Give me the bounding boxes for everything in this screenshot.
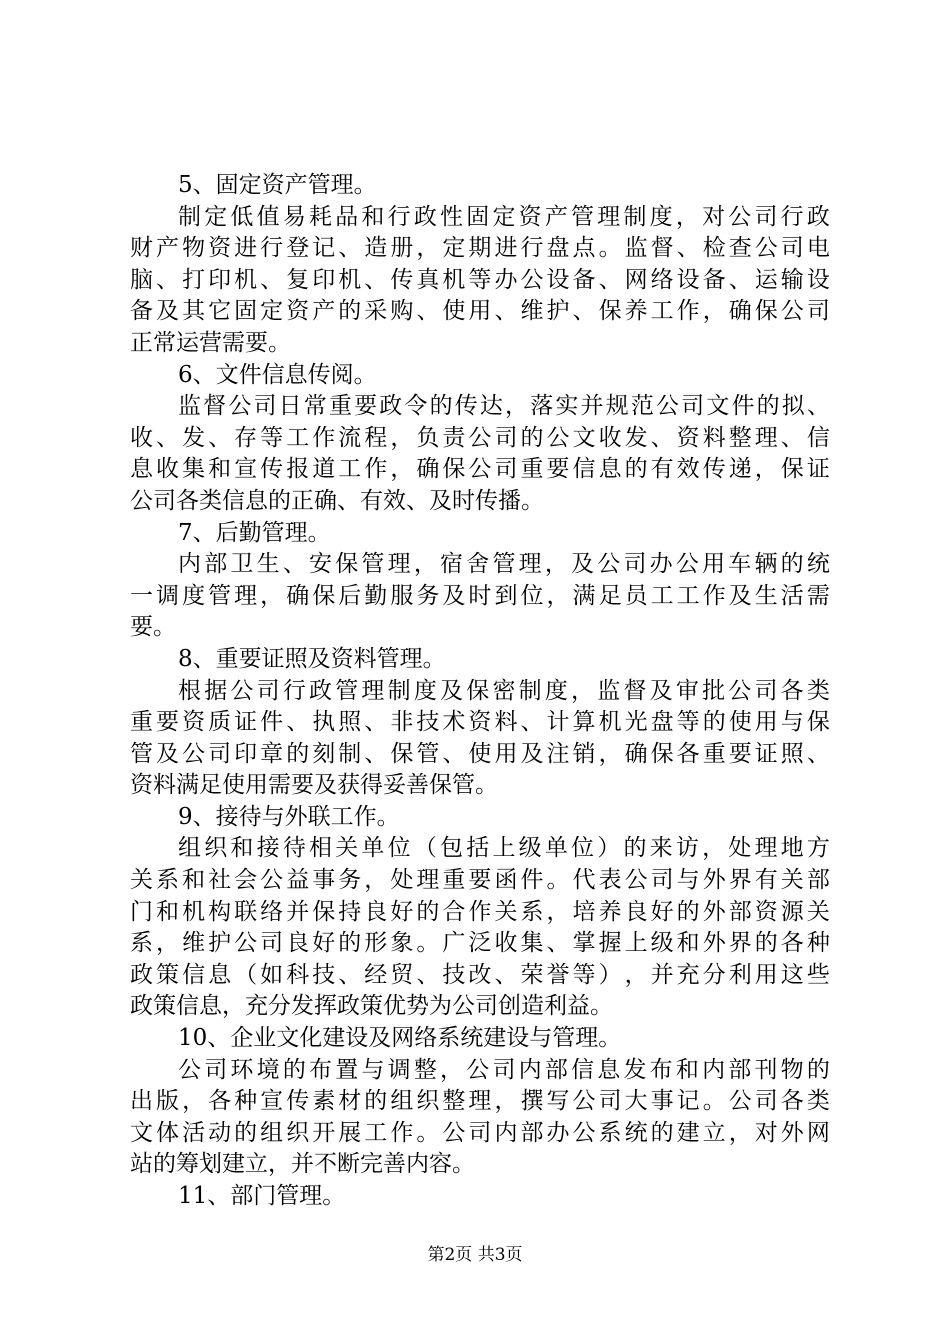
text-line: 7、后勤管理。 — [178, 519, 331, 546]
text-line: 要。 — [130, 614, 176, 641]
text-line: 息 收 集 和 宣 传 报 道 工 作 ， 确 保 公 司 重 要 信 息 的 有 效 传 递 ， 保 证 — [130, 456, 830, 483]
page-footer: 第2页 共3页 — [427, 1245, 523, 1265]
text-line: 10、企业文化建设及网络系统建设与管理。 — [178, 1025, 622, 1052]
text-line: 监 督 公 司 日 常 重 要 政 令 的 传 达 ， 落 实 并 规 范 公 司 文 件 的 拟 、 — [178, 393, 830, 420]
text-line: 制 定 低 值 易 耗 品 和 行 政 性 固 定 资 产 管 理 制 度 ， 对 公 司 行 政 — [178, 203, 830, 230]
text-line: 政 策 信 息 （ 如 科 技 、 经 贸 、 技 改 、 荣 誉 等 ） ， 并 充 分 利 用 这 些 — [130, 961, 830, 988]
text-line: 内 部 卫 生 、 安 保 管 理 ， 宿 舍 管 理 ， 及 公 司 办 公 用 车 辆 的 统 — [178, 551, 830, 578]
text-line: 备 及 其 它 固 定 资 产 的 采 购 、 使 用 、 维 护 、 保 养 工 作 ， 确 保 公 司 — [130, 298, 830, 325]
text-line: 11、部门管理。 — [178, 1183, 346, 1209]
text-line: 根 据 公 司 行 政 管 理 制 度 及 保 密 制 度 ， 监 督 及 审 批 公 司 各 类 — [178, 677, 830, 704]
text-line: 组 织 和 接 待 相 关 单 位 （ 包 括 上 级 单 位 ） 的 来 访 ， 处 理 地 方 — [178, 835, 830, 862]
text-line: 系 ， 维 护 公 司 良 好 的 形 象 。 广 泛 收 集 、 掌 握 上 级 和 外 界 的 各 种 — [130, 930, 830, 957]
text-line: 一 调 度 管 理 ， 确 保 后 勤 服 务 及 时 到 位 ， 满 足 员 工 工 作 及 生 活 需 — [130, 582, 830, 609]
text-line: 公 司 环 境 的 布 置 与 调 整 ， 公 司 内 部 信 息 发 布 和 内 部 刊 物 的 — [178, 1056, 830, 1083]
text-line: 政策信息，充分发挥政策优势为公司创造利益。 — [130, 993, 613, 1020]
text-line: 9、接待与外联工作。 — [178, 803, 400, 830]
text-line: 文 体 活 动 的 组 织 开 展 工 作 。 公 司 内 部 办 公 系 统 的 建 立 ， 对 外 网 — [130, 1119, 830, 1146]
text-line: 5、固定资产管理。 — [178, 172, 377, 198]
text-line: 管 及 公 司 印 章 的 刻 制 、 保 管 、 使 用 及 注 销 ， 确 保 各 重 要 证 照 、 — [130, 740, 830, 767]
text-line: 8、重要证照及资料管理。 — [178, 645, 446, 672]
text-line: 重 要 资 质 证 件 、 执 照 、 非 技 术 资 料 、 计 算 机 光 盘 等 的 使 用 与 保 — [130, 709, 830, 736]
text-line: 脑 、 打 印 机 、 复 印 机 、 传 真 机 等 办 公 设 备 、 网 络 设 备 、 运 输 设 — [130, 266, 830, 293]
text-line: 出 版 ， 各 种 宣 传 素 材 的 组 织 整 理 ， 撰 写 公 司 大 事 记 。 公 司 各 类 — [130, 1088, 830, 1115]
text-line: 站的筹划建立，并不断完善内容。 — [130, 1151, 475, 1178]
text-line: 关 系 和 社 会 公 益 事 务 ， 处 理 重 要 函 件 。 代 表 公 司 与 外 界 有 关 部 — [130, 867, 830, 894]
text-line: 公司各类信息的正确、有效、及时传播。 — [130, 487, 544, 514]
text-line: 资料满足使用需要及获得妥善保管。 — [130, 772, 498, 799]
document-body — [130, 170, 830, 1213]
text-line: 门 和 机 构 联 络 并 保 持 良 好 的 合 作 关 系 ， 培 养 良 好 的 外 部 资 源 关 — [130, 898, 830, 925]
text-line: 6、文件信息传阅。 — [178, 361, 377, 388]
text-line: 正常运营需要。 — [130, 329, 291, 356]
text-line: 财 产 物 资 进 行 登 记 、 造 册 ， 定 期 进 行 盘 点 。 监 督 、 检 查 公 司 电 — [130, 235, 830, 262]
text-line: 收 、 发 、 存 等 工 作 流 程 ， 负 责 公 司 的 公 文 收 发 、 资 料 整 理 、 信 — [130, 424, 830, 451]
